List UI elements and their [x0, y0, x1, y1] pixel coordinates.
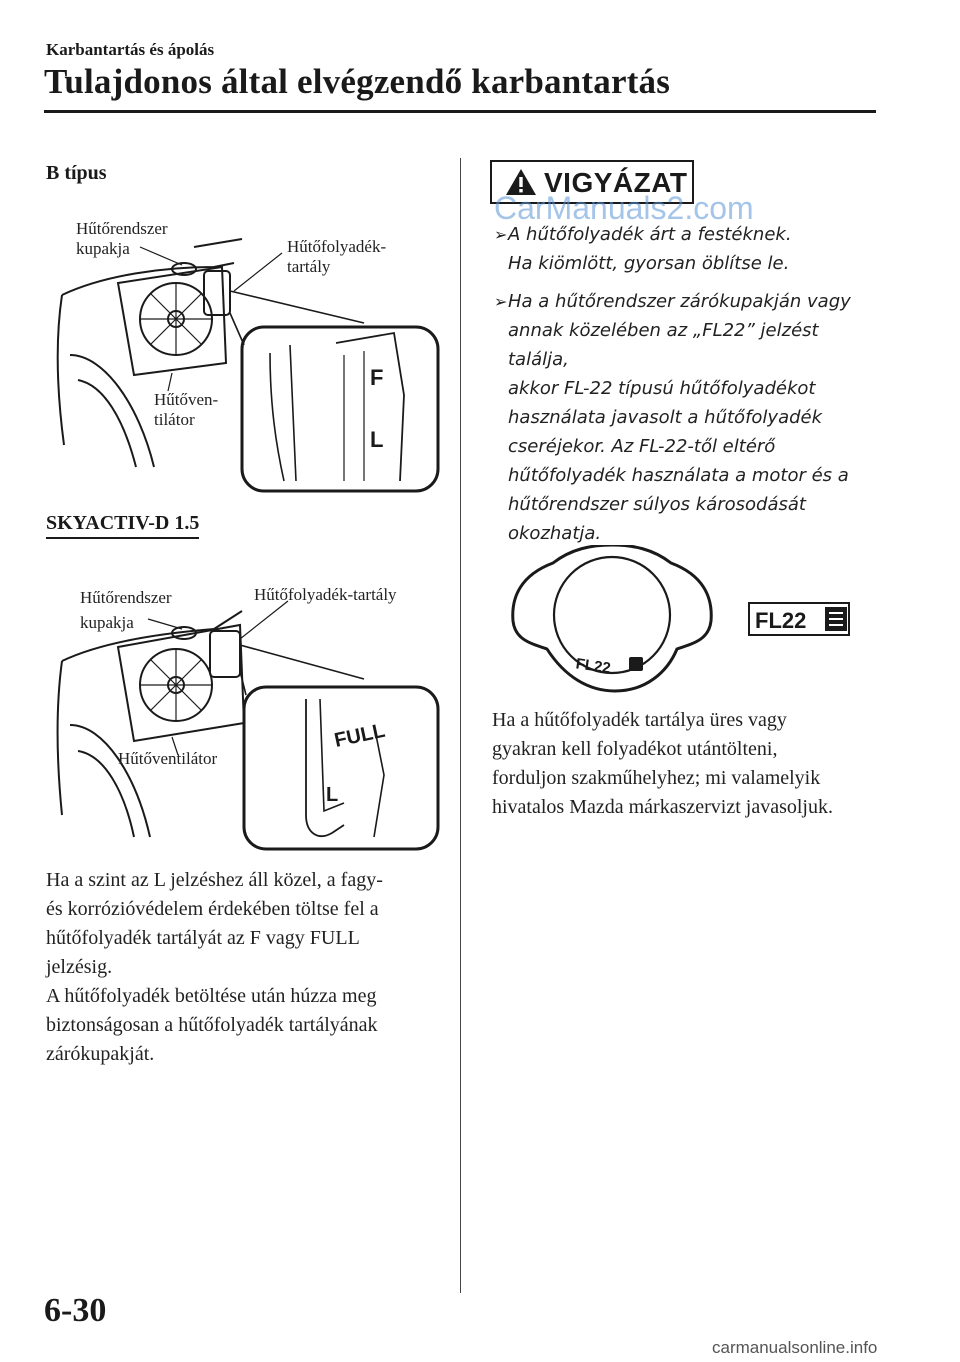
- arrow-bullet-icon: ➢: [494, 225, 508, 244]
- fender-curve: [58, 661, 63, 815]
- watermark: CarManuals2.com: [494, 190, 754, 226]
- arrow-bullet-icon: ➢: [494, 292, 508, 311]
- header-rule: [44, 110, 876, 113]
- fig2-fan-label: Hűtőventilátor: [118, 749, 218, 768]
- tank-body: [336, 333, 404, 481]
- figure-radiator-cap: [505, 545, 875, 695]
- reservoir-leader: [234, 253, 282, 291]
- left-paragraph: Ha a szint az L jelzéshez áll közel, a fagy- és korrózióvédelem érdekében töltse fel a hűtőfolyadék tartályát az F vagy FULL jelzésig. A hűtőfolyadék betöltése után húzza meg biztonságosan a hűtőfolyadék tartályának zárókupakját.: [46, 869, 383, 1065]
- cap-outline: [513, 545, 711, 691]
- fig1-fan-label: Hűtőven- tilátor: [154, 390, 219, 429]
- tank-neck: [270, 345, 296, 481]
- fl22-badge: [749, 603, 849, 635]
- cap-manual-icon: [629, 657, 643, 671]
- caution-bullet-2: ➢ Ha a hűtőrendszer zárókupakján vagy annak közelében az „FL22” jelzést találja, akkor FL-22 típusú hűtőfolyadékot használata javasolt a hűtőfolyadék cseréjekor. Az FL-22-től eltérő hűtőfolyadék használata a motor és a hűtőrendszer súlyos károsodását okozhatja.: [494, 287, 874, 548]
- page-number: 6-30: [44, 1292, 107, 1329]
- right-paragraph: Ha a hűtőfolyadék tartálya üres vagy gyakran kell folyadékot utántölteni, forduljon szakműhelyhez; mi valamelyik hivatalos Mazda márkaszervizt javasoljuk.: [492, 709, 833, 818]
- caution-bullet-1: ➢ A hűtőfolyadék árt a festéknek. Ha kiömlött, gyorsan öblítse le.: [494, 220, 874, 278]
- wheel-arch: [70, 355, 154, 467]
- badge-text: FL22: [755, 608, 807, 633]
- zoom-lines: [230, 291, 364, 345]
- fig2-reservoir-label: Hűtőfolyadék-tartály: [254, 585, 397, 604]
- reservoir-leader: [240, 601, 288, 639]
- tank-inner: [320, 699, 384, 837]
- wheel-arch: [70, 725, 150, 837]
- cap-inner-circle: [554, 557, 670, 673]
- section-label: Karbantartás és ápolás: [46, 40, 215, 59]
- fig1-reservoir-label: Hűtőfolyadék- tartály: [287, 237, 387, 276]
- tank-outline: [306, 699, 344, 836]
- zoom-box: [244, 687, 438, 849]
- mark-l: L: [326, 784, 339, 806]
- footer-site: carmanualsonline.info: [712, 1338, 878, 1357]
- page-title: Tulajdonos által elvégzendő karbantartás: [44, 62, 671, 101]
- mark-f: F: [370, 365, 384, 390]
- tire-line: [78, 380, 136, 467]
- mark-full: FULL: [332, 719, 388, 752]
- mark-l: L: [370, 427, 384, 452]
- reservoir: [204, 271, 230, 315]
- column-divider: [460, 158, 461, 1293]
- hood-edge: [194, 239, 242, 247]
- fan-leader: [168, 373, 172, 391]
- cap-fl22-mark: FL22: [574, 655, 612, 678]
- tank-inner: [344, 351, 364, 481]
- zoom-box: [242, 327, 438, 491]
- type-b-heading: B típus: [46, 162, 107, 184]
- fender-curve: [58, 295, 64, 445]
- caution-title: VIGYÁZAT: [544, 167, 688, 198]
- reservoir: [210, 631, 240, 677]
- engine-heading: SKYACTIV-D 1.5: [46, 512, 199, 539]
- fig1-cap-label: Hűtőrendszer kupakja: [76, 219, 168, 258]
- fig2-cap-label: Hűtőrendszer kupakja: [80, 588, 172, 632]
- radiator-frame: [118, 625, 244, 741]
